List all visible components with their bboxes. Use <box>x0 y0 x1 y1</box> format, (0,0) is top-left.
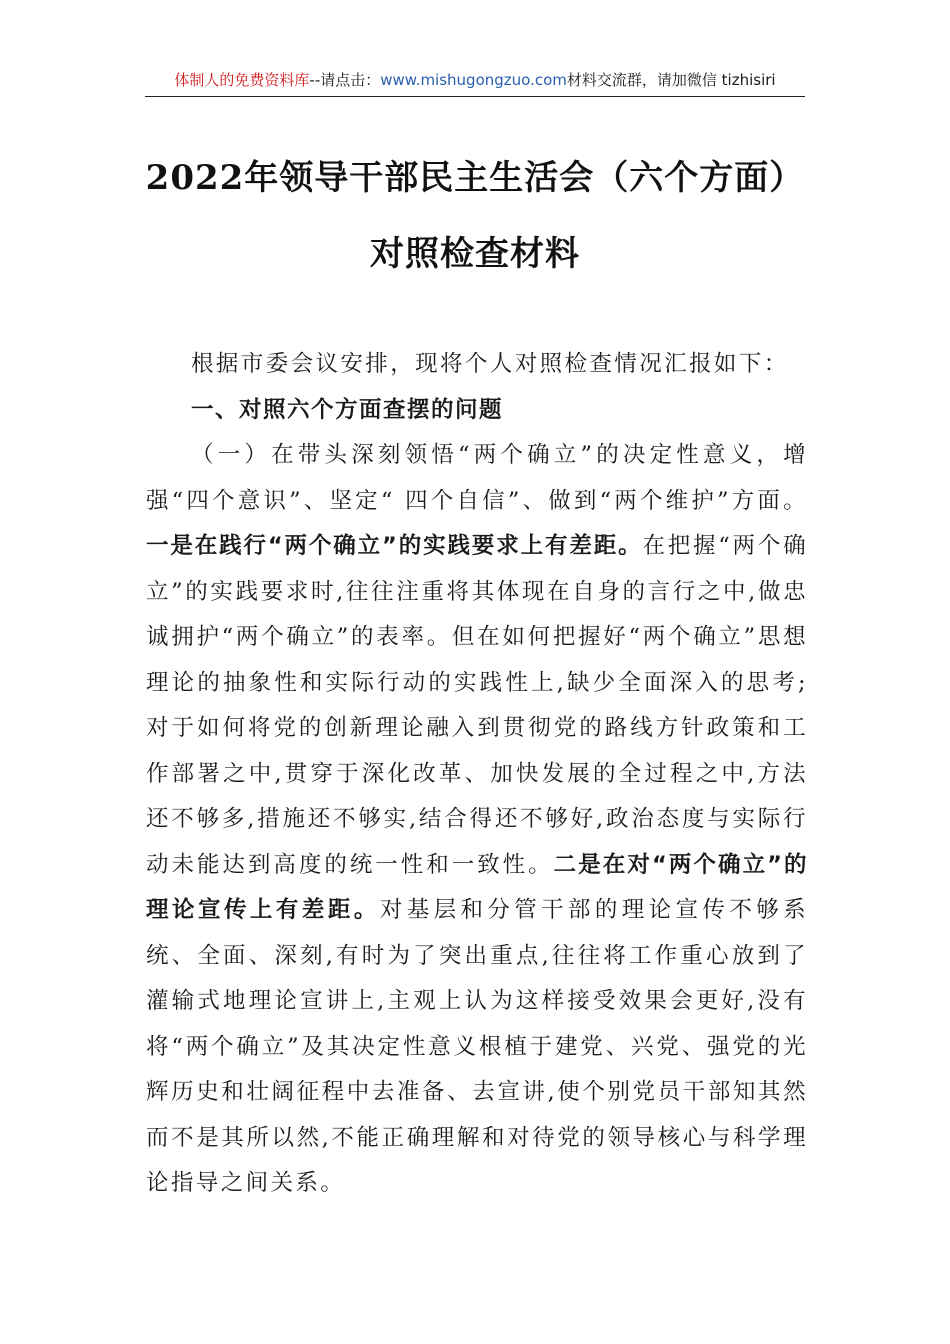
point-2-title: 二是在对“两个确立”的理论宣传上有差距。 <box>146 851 809 923</box>
document-body <box>146 342 808 1207</box>
item-paragraph <box>146 433 808 1207</box>
header-tail: 材料交流群，请加微信 tizhisiri <box>566 71 776 89</box>
point-1-title: 一是在践行“两个确立”的实践要求上有差距。 <box>146 533 643 559</box>
document-title-line-1: 2022年领导干部民主生活会（六个方面） <box>145 158 805 198</box>
header-link[interactable]: www.mishugongzuo.com <box>380 71 567 89</box>
point-2-text: 对基层和分管干部的理论宣传不够系统、全面、深刻,有时为了突出重点,往往将工作重心放到了灌输式地理论宣讲上,主观上认为这样接受效果会更好,没有将“两个确立”及其决定性意义根植于建党、兴党、强党的光辉历史和壮阔征程中去准备、去宣讲,使个别党员干部知其然而不是其所以然,不能正确理解和对待党的领导核心与科学理论指导之间关系。 <box>146 897 808 1196</box>
document-header <box>145 66 805 97</box>
section-heading: 一、对照六个方面查摆的问题 <box>191 396 504 423</box>
point-1-text: 在把握“两个确立”的实践要求时,往往注重将其体现在自身的言行之中,做忠诚拥护“两个确立”的表率。但在如何把握好“两个确立”思想理论的抽象性和实际行动的实践性上,缺少全面深入的思考;对于如何将党的创新理论融入到贯彻党的路线方针政策和工作部署之中,贯穿于深化改革、加快发展的全过程之中,方法还不够多,措施还不够实,结合得还不够好,政治态度与实际行动未能达到高度的统一性和一致性。 <box>146 533 809 878</box>
document-title-line-2: 对照检查材料 <box>370 234 580 274</box>
header-brand: 体制人的免费资料库 <box>174 71 310 89</box>
item-lead: （一）在带头深刻领悟“两个确立”的决定性意义，增强“四个意识”、坚定“ 四个自信”、做到“两个维护”方面。 <box>146 442 808 514</box>
header-prompt: --请点击： <box>309 71 381 89</box>
intro-paragraph: 根据市委会议安排，现将个人对照检查情况汇报如下： <box>191 351 789 377</box>
